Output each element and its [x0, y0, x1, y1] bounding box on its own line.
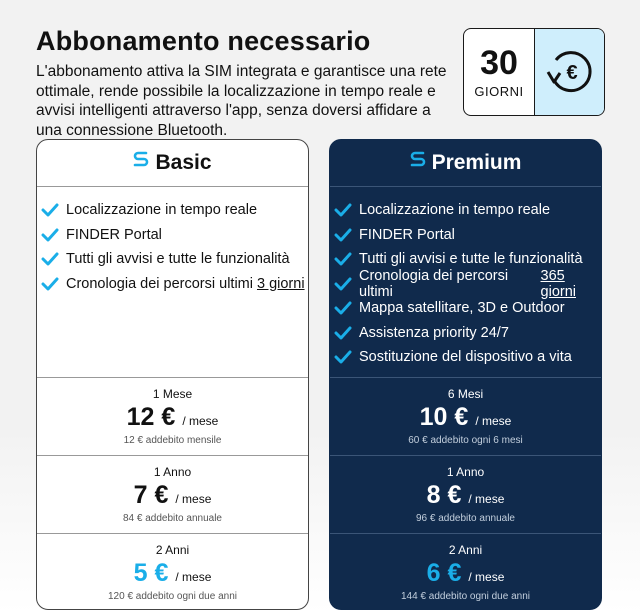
check-icon — [334, 350, 352, 364]
premium-plan-header — [330, 140, 601, 187]
tier-price: 10 € — [419, 403, 469, 431]
tier-price: 6 € — [426, 559, 462, 587]
duration-badge — [463, 28, 605, 116]
feature-history-link[interactable]: 365 giorni — [540, 267, 576, 300]
feature-item — [334, 345, 601, 370]
price-tier[interactable] — [330, 455, 601, 533]
page-description: L'abbonamento attiva la SIM integrata e garantisce una rete ottimale, rende possibile la localizzazione in tempo reale e avvisi intelligenti attraverso l'app, senza doversi affidare a una connessione Bluetooth. — [36, 63, 447, 139]
basic-feature-list — [37, 187, 308, 377]
check-icon — [41, 203, 59, 217]
check-icon — [334, 203, 352, 217]
check-icon — [334, 326, 352, 340]
tier-billing: 12 € addebito mensile — [123, 435, 222, 446]
feature-item — [334, 267, 601, 300]
price-row — [427, 481, 505, 510]
basic-plan-header — [37, 140, 308, 187]
tier-duration: 1 Anno — [446, 465, 485, 479]
feature-text: Assistenza priority 24/7 — [359, 324, 509, 341]
check-icon — [41, 228, 59, 242]
feature-item — [334, 321, 601, 346]
badge-unit: GIORNI — [474, 83, 524, 99]
feature-item — [41, 272, 308, 297]
badge-number: 30 — [480, 43, 518, 82]
tier-duration: 2 Anni — [448, 543, 483, 557]
check-icon — [334, 252, 352, 266]
feature-text: Tutti gli avvisi e tutte le funzionalità — [359, 251, 583, 268]
tier-per-month: / mese — [468, 492, 505, 506]
badge-days — [464, 29, 535, 115]
check-icon — [334, 301, 352, 315]
check-icon — [334, 228, 352, 242]
feature-text: Tutti gli avvisi e tutte le funzionalità — [66, 251, 290, 268]
feature-text: Mappa satellitare, 3D e Outdoor — [359, 300, 565, 317]
price-tier[interactable] — [37, 377, 308, 455]
feature-item — [334, 223, 601, 248]
brand-logo-icon — [133, 151, 149, 175]
page-title: Abbonamento necessario — [36, 26, 371, 56]
tier-duration: 1 Mese — [152, 387, 193, 401]
tier-price: 7 € — [133, 481, 169, 509]
feature-text: Cronologia dei percorsi ultimi — [66, 275, 253, 292]
tier-per-month: / mese — [182, 414, 219, 428]
tier-duration: 6 Mesi — [447, 387, 484, 401]
check-icon — [334, 277, 352, 291]
feature-text: Localizzazione in tempo reale — [359, 202, 551, 219]
feature-history-link[interactable]: 3 giorni — [256, 275, 305, 292]
tier-price: 12 € — [126, 403, 176, 431]
tier-billing: 60 € addebito ogni 6 mesi — [408, 435, 523, 446]
price-tier[interactable] — [330, 377, 601, 455]
feature-item — [41, 198, 308, 223]
tier-per-month: / mese — [175, 570, 212, 584]
tier-price: 5 € — [133, 559, 169, 587]
basic-plan-card[interactable] — [36, 139, 309, 610]
tier-billing: 120 € addebito ogni due anni — [107, 591, 237, 602]
price-row — [420, 403, 512, 432]
svg-text:€: € — [565, 62, 578, 84]
price-row — [427, 559, 505, 588]
price-row — [134, 559, 212, 588]
price-tier[interactable] — [37, 455, 308, 533]
feature-item — [334, 198, 601, 223]
tier-billing: 144 € addebito ogni due anni — [400, 591, 530, 602]
tier-per-month: / mese — [468, 570, 505, 584]
feature-item — [334, 296, 601, 321]
feature-text: Localizzazione in tempo reale — [66, 202, 258, 219]
price-tier[interactable] — [330, 533, 601, 610]
feature-item — [41, 247, 308, 272]
tier-per-month: / mese — [475, 414, 512, 428]
tier-duration: 2 Anni — [155, 543, 190, 557]
feature-text: Sostituzione del dispositivo a vita — [359, 349, 572, 366]
feature-item — [41, 223, 308, 248]
price-row — [134, 481, 212, 510]
tier-per-month: / mese — [175, 492, 212, 506]
feature-text: Cronologia dei percorsi ultimi — [359, 267, 509, 300]
feature-text: FINDER Portal — [359, 226, 455, 243]
euro-refresh-icon — [535, 29, 604, 115]
tier-billing: 96 € addebito annuale — [416, 513, 515, 524]
tier-price: 8 € — [426, 481, 462, 509]
premium-feature-list — [330, 187, 601, 377]
brand-logo-icon — [410, 151, 426, 175]
price-row — [127, 403, 219, 432]
premium-plan-name: Premium — [431, 151, 522, 174]
check-icon — [41, 277, 59, 291]
premium-plan-card[interactable] — [329, 139, 602, 610]
tier-duration: 1 Anno — [153, 465, 192, 479]
tier-billing: 84 € addebito annuale — [123, 513, 222, 524]
feature-text: FINDER Portal — [66, 226, 162, 243]
check-icon — [41, 252, 59, 266]
basic-plan-name: Basic — [155, 151, 212, 174]
price-tier[interactable] — [37, 533, 308, 610]
